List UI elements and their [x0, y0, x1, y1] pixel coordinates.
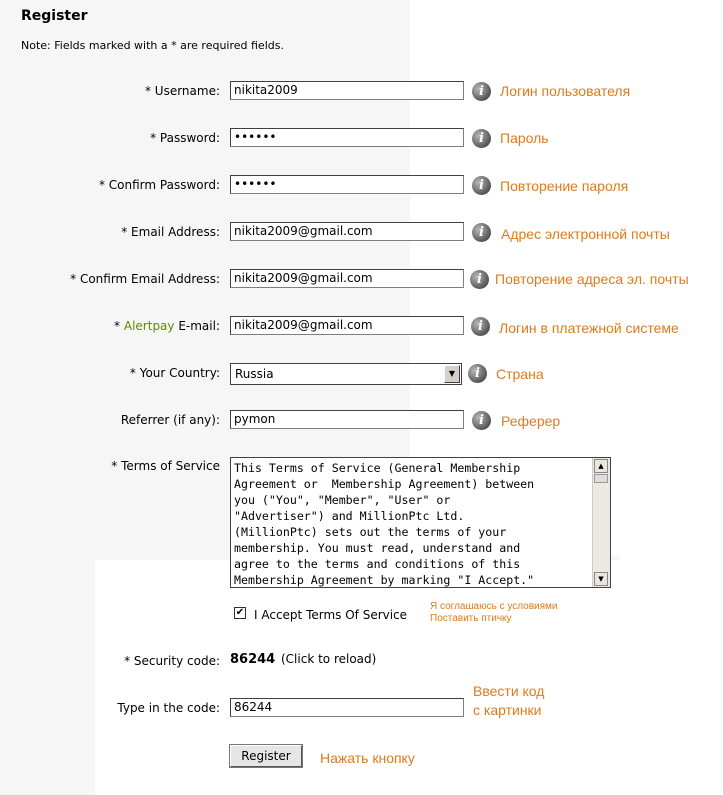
password-hint: Пароль	[500, 130, 549, 146]
type-code-hint-line2: с картинки	[473, 702, 542, 718]
page-title: Register	[21, 8, 88, 24]
country-select[interactable]	[230, 363, 462, 385]
type-code-hint-line1: Ввести код	[473, 683, 545, 699]
password-label: * Password:	[150, 131, 220, 145]
register-hint: Нажать кнопку	[320, 750, 415, 766]
referrer-label: Referrer (if any):	[120, 413, 220, 427]
required-note: Note: Fields marked with a * are required fields.	[21, 39, 284, 52]
email-label: * Email Address:	[121, 225, 220, 239]
alertpay-label	[114, 319, 220, 333]
confirm-email-input[interactable]: nikita2009@gmail.com	[230, 269, 464, 288]
username-hint: Логин пользователя	[500, 83, 631, 99]
country-selected-value: Russia	[235, 367, 274, 381]
accept-hint-line2: Поставить птичку	[430, 613, 512, 624]
alertpay-hint: Логин в платежной системе	[499, 320, 679, 336]
alertpay-label-prefix: *	[114, 319, 124, 333]
country-label: * Your Country:	[129, 366, 220, 380]
info-icon[interactable]: i	[472, 223, 491, 242]
info-icon[interactable]: i	[472, 411, 491, 430]
info-icon[interactable]: i	[472, 176, 491, 195]
alertpay-link[interactable]: Alertpay	[123, 319, 175, 333]
type-code-input[interactable]: 86244	[230, 698, 464, 717]
tos-scrollbar[interactable]	[592, 458, 610, 587]
info-icon[interactable]: i	[470, 270, 489, 289]
email-hint: Адрес электронной почты	[501, 226, 670, 242]
confirm-email-label: * Confirm Email Address:	[70, 272, 220, 286]
confirm-password-label: * Confirm Password:	[98, 178, 220, 192]
alertpay-label-suffix: E-mail:	[174, 319, 220, 333]
reload-link[interactable]: (Click to reload)	[281, 652, 377, 666]
accept-hint-line1: Я соглашаюсь с условиями	[430, 601, 558, 612]
info-icon[interactable]: i	[471, 317, 490, 336]
security-code-image[interactable]: 86244	[230, 652, 276, 667]
password-input[interactable]	[230, 128, 464, 147]
info-icon[interactable]: i	[468, 364, 487, 383]
referrer-input[interactable]: pymon	[230, 410, 464, 429]
scroll-down-icon[interactable]: ▼	[594, 572, 608, 586]
accept-tos-checkbox[interactable]: ✔	[235, 607, 245, 618]
password-mask: ••••••	[234, 130, 277, 144]
confirm-password-hint: Повторение пароля	[500, 178, 629, 194]
tos-textarea[interactable]	[230, 457, 611, 588]
username-label: * Username:	[144, 84, 220, 98]
email-input[interactable]: nikita2009@gmail.com	[230, 222, 464, 241]
username-input[interactable]: nikita2009	[230, 81, 464, 100]
chevron-down-icon[interactable]: ▼	[444, 365, 460, 383]
info-icon[interactable]: i	[472, 82, 491, 101]
alertpay-email-input[interactable]: nikita2009@gmail.com	[230, 316, 464, 335]
confirm-password-input[interactable]	[230, 175, 464, 194]
tos-label: * Terms of Service	[111, 459, 220, 473]
register-button[interactable]: Register	[230, 745, 302, 767]
scroll-up-icon[interactable]: ▲	[594, 459, 608, 473]
referrer-hint: Реферер	[501, 413, 561, 429]
type-code-label: Type in the code:	[117, 701, 220, 715]
country-hint: Страна	[496, 366, 544, 382]
scroll-thumb[interactable]	[594, 474, 608, 483]
accept-tos-label[interactable]: I Accept Terms Of Service	[254, 608, 408, 622]
security-code-label: * Security code:	[124, 654, 220, 668]
confirm-email-hint: Повторение адреса эл. почты	[495, 271, 689, 287]
confirm-password-mask: ••••••	[234, 177, 277, 191]
tos-text: This Terms of Service (General Membership Agreement or Membership Agreement) between you ("You", "Member", "User" or "Advertiser") and MillionPtc Ltd. (MillionPtc) sets out the terms of your membership. You must read, understand and agree to the terms and conditions of this Membership Agreement by marking "I Accept."	[234, 461, 535, 587]
info-icon[interactable]: i	[472, 129, 491, 148]
